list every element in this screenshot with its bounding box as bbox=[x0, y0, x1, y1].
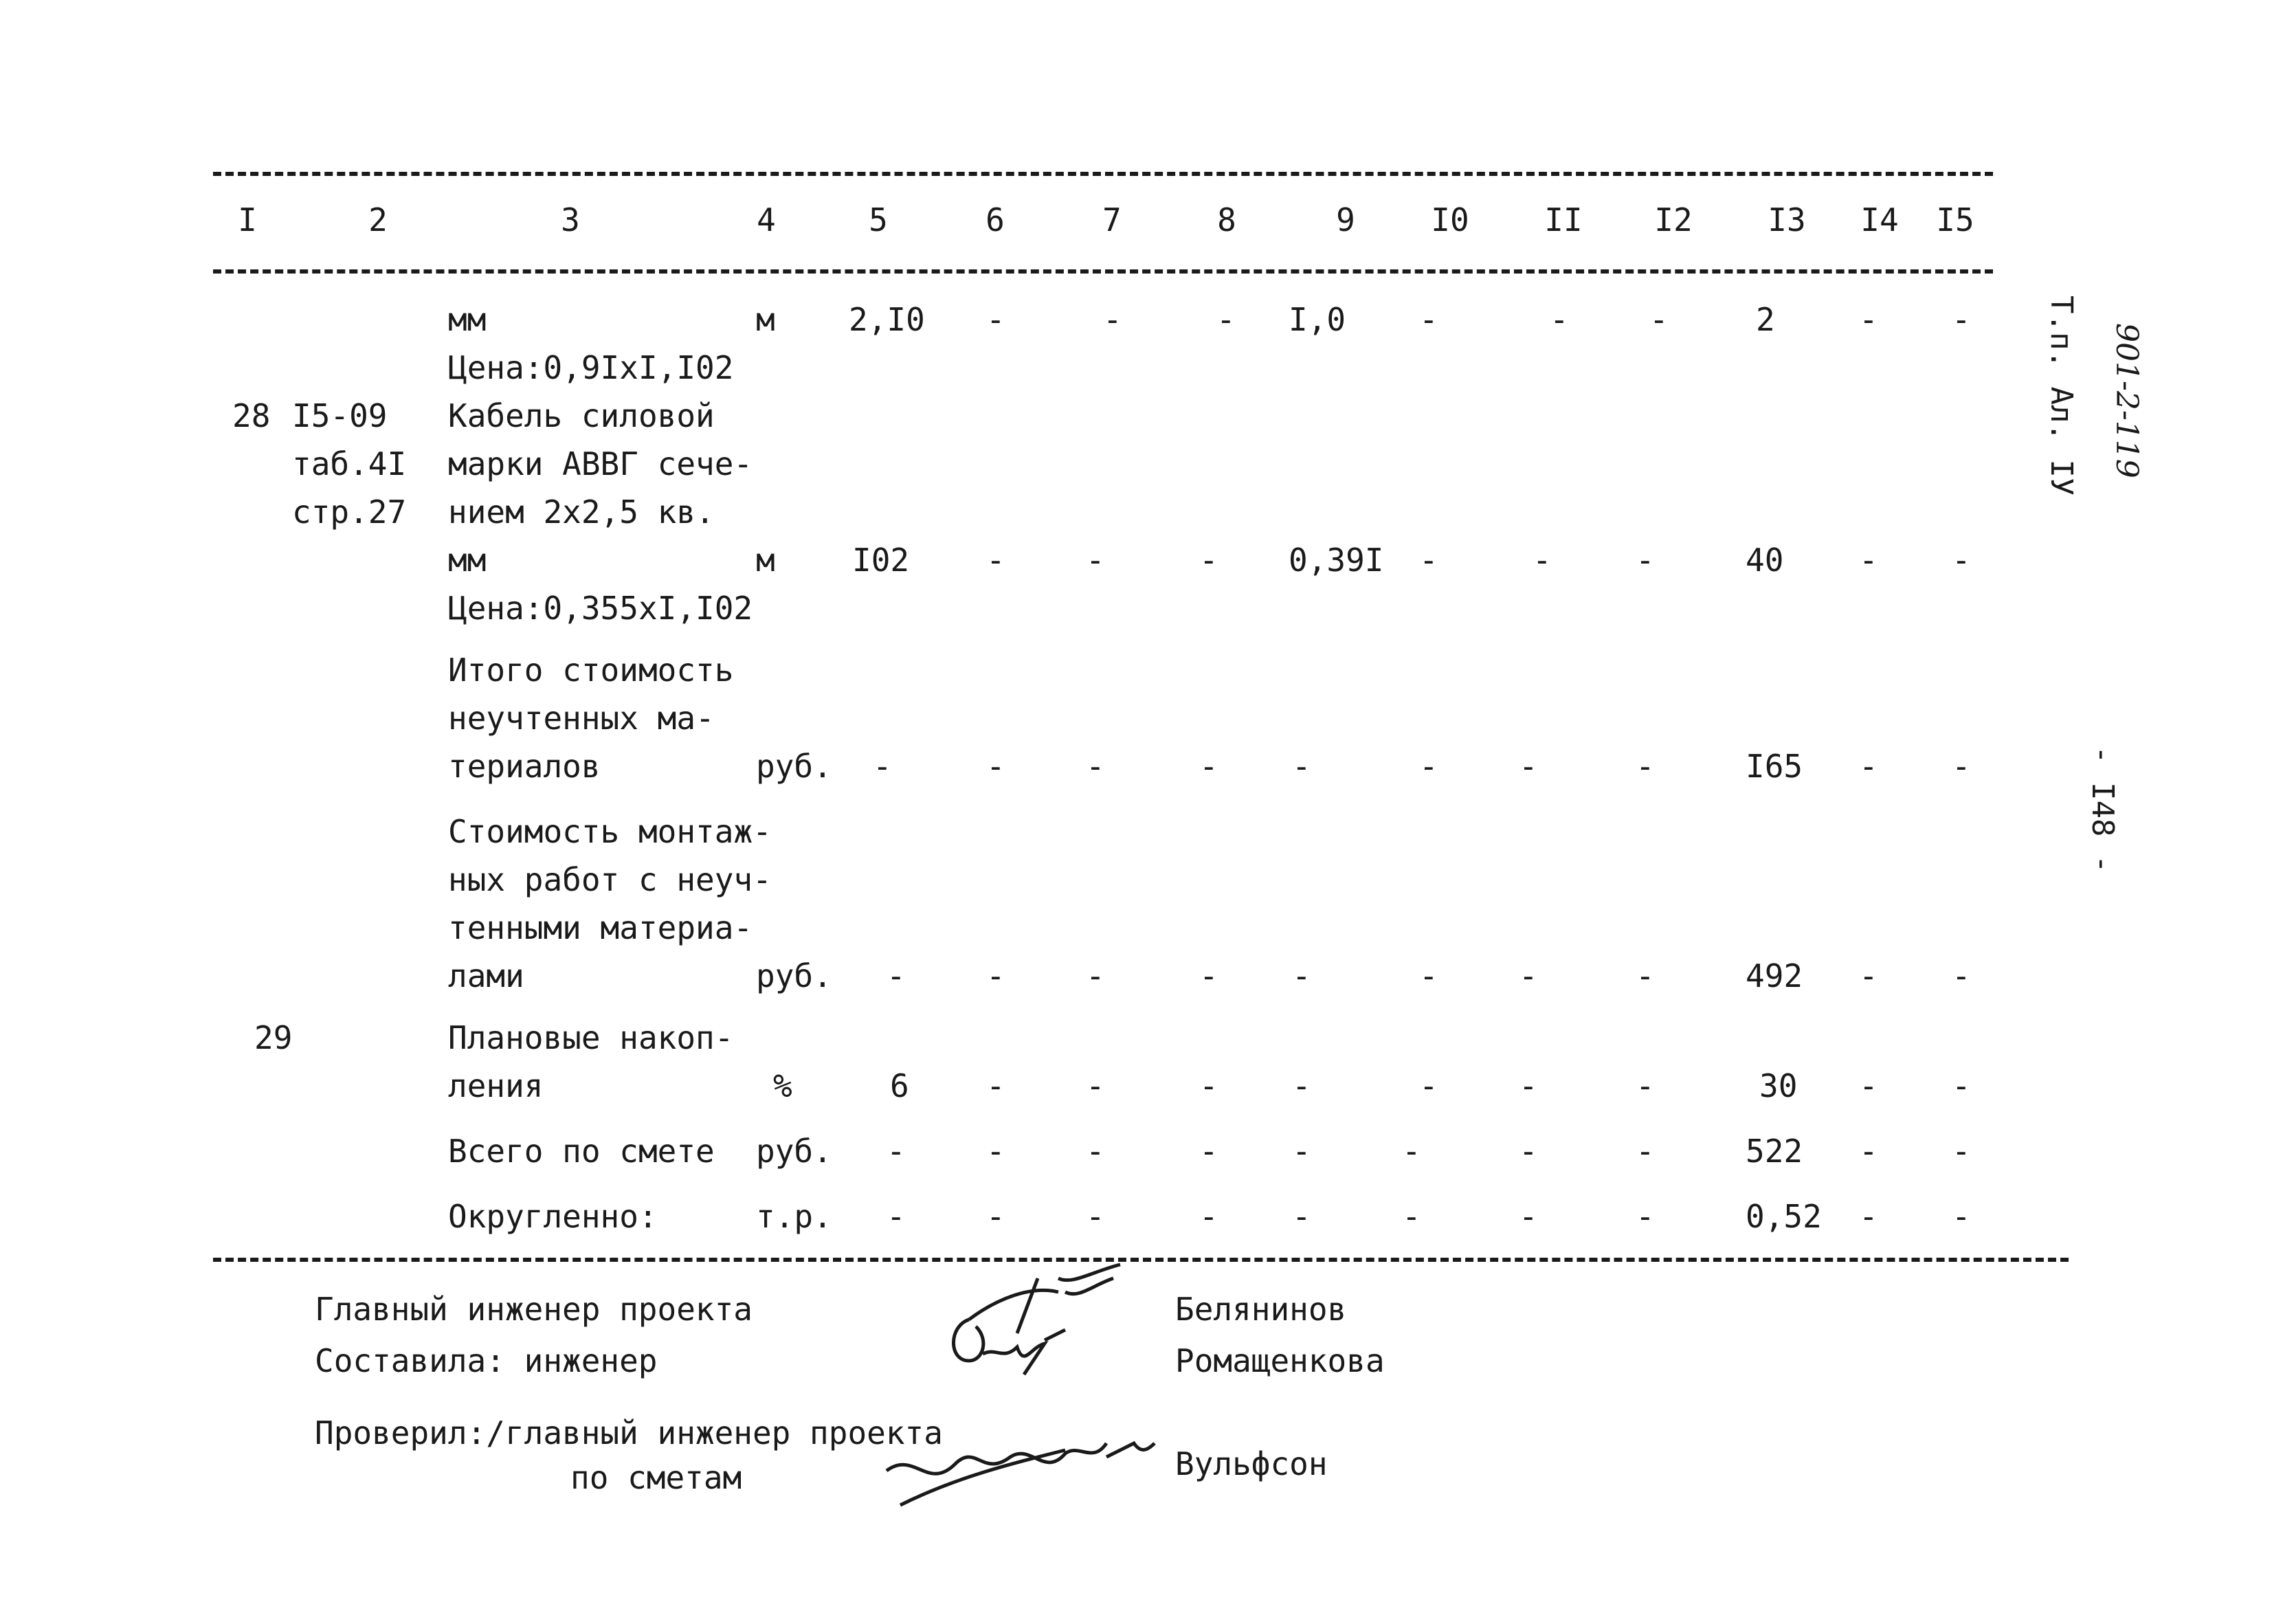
table-top-rule bbox=[213, 172, 1993, 176]
cell-col11: - bbox=[1550, 301, 1569, 338]
cell-col10: - bbox=[1419, 1067, 1438, 1104]
cell-item-number: 28 bbox=[232, 397, 271, 434]
cell-col11: - bbox=[1533, 542, 1552, 579]
cell-code: таб.4I bbox=[292, 445, 407, 482]
cell-col10: - bbox=[1419, 542, 1438, 579]
cell-col7: - bbox=[1086, 1067, 1105, 1104]
cell-col7: - bbox=[1086, 748, 1105, 785]
checked-label-2: по сметам bbox=[570, 1459, 742, 1496]
col-header-3: 3 bbox=[561, 201, 580, 238]
cell-col6: - bbox=[986, 1198, 1005, 1235]
cell-col12: - bbox=[1636, 1133, 1655, 1170]
cell-col12: - bbox=[1636, 542, 1655, 579]
table-header-rule bbox=[213, 269, 1993, 274]
cell-description: нием 2x2,5 кв. bbox=[448, 493, 715, 531]
cell-col13: 30 bbox=[1759, 1067, 1798, 1104]
cell-col12: - bbox=[1636, 957, 1655, 994]
cell-col10: - bbox=[1419, 957, 1438, 994]
col-header-7: 7 bbox=[1102, 201, 1122, 238]
col-header-2: 2 bbox=[368, 201, 388, 238]
cell-unit: м bbox=[756, 542, 775, 579]
col-header-11: II bbox=[1544, 201, 1583, 238]
cell-col8: - bbox=[1216, 301, 1236, 338]
cell-col11: - bbox=[1519, 957, 1538, 994]
cell-col11: - bbox=[1519, 1198, 1538, 1235]
cell-col9: - bbox=[1292, 748, 1311, 785]
signature-composed bbox=[942, 1306, 1079, 1381]
cell-description: Стоимость монтаж- bbox=[448, 813, 772, 850]
col-header-15: I5 bbox=[1936, 201, 1974, 238]
cell-description: мм bbox=[448, 542, 487, 579]
cell-col13: 2 bbox=[1756, 301, 1775, 338]
cell-col11: - bbox=[1519, 1067, 1538, 1104]
cell-col7: - bbox=[1086, 542, 1105, 579]
cell-unit: руб. bbox=[756, 1133, 832, 1170]
cell-col7: - bbox=[1103, 301, 1122, 338]
cell-col14: - bbox=[1859, 957, 1878, 994]
cell-col15: - bbox=[1952, 1067, 1971, 1104]
col-header-13: I3 bbox=[1768, 201, 1806, 238]
cell-col5: 6 bbox=[890, 1067, 909, 1104]
cell-description: териалов bbox=[448, 748, 601, 785]
cell-col7: - bbox=[1086, 1133, 1105, 1170]
cell-col13: 40 bbox=[1746, 542, 1784, 579]
signature-checked bbox=[873, 1416, 1161, 1512]
cell-col10: - bbox=[1402, 1133, 1421, 1170]
cell-description: тенными материа- bbox=[448, 909, 753, 946]
cell-col6: - bbox=[986, 301, 1005, 338]
cell-unit: т.р. bbox=[756, 1198, 832, 1235]
chief-engineer-label: Главный инженер проекта bbox=[315, 1291, 753, 1328]
cell-col14: - bbox=[1859, 1198, 1878, 1235]
cell-col12: - bbox=[1636, 748, 1655, 785]
cell-code: I5-09 bbox=[292, 397, 388, 434]
cell-col14: - bbox=[1859, 301, 1878, 338]
cell-col13: 522 bbox=[1746, 1133, 1803, 1170]
cell-col12: - bbox=[1636, 1067, 1655, 1104]
cell-description: Цена:0,355xI,I02 bbox=[448, 590, 753, 627]
cell-description: Кабель силовой bbox=[448, 397, 715, 434]
cell-col9: - bbox=[1292, 957, 1311, 994]
margin-album-ref: Т.п. Ал. IУ bbox=[2044, 296, 2079, 496]
col-header-6: 6 bbox=[985, 201, 1005, 238]
cell-col6: - bbox=[986, 748, 1005, 785]
cell-unit: руб. bbox=[756, 748, 832, 785]
cell-col14: - bbox=[1859, 1133, 1878, 1170]
cell-col15: - bbox=[1952, 748, 1971, 785]
cell-col15: - bbox=[1952, 1133, 1971, 1170]
cell-code: стр.27 bbox=[292, 493, 407, 531]
cell-description: лами bbox=[448, 957, 524, 994]
checked-label: Проверил:/главный инженер проекта bbox=[315, 1414, 943, 1451]
cell-col15: - bbox=[1952, 957, 1971, 994]
cell-col13: 0,52 bbox=[1746, 1198, 1822, 1235]
col-header-5: 5 bbox=[869, 201, 888, 238]
cell-col8: - bbox=[1199, 542, 1218, 579]
cell-col9: - bbox=[1292, 1198, 1311, 1235]
cell-unit: м bbox=[756, 301, 775, 338]
col-header-14: I4 bbox=[1860, 201, 1899, 238]
cell-col10: - bbox=[1419, 748, 1438, 785]
cell-col15: - bbox=[1952, 301, 1971, 338]
cell-col9: 0,39I bbox=[1289, 542, 1384, 579]
cell-description: ных работ с неуч- bbox=[448, 861, 772, 898]
col-header-12: I2 bbox=[1654, 201, 1693, 238]
cell-col11: - bbox=[1519, 1133, 1538, 1170]
cell-col8: - bbox=[1199, 1133, 1218, 1170]
cell-col5: 2,I0 bbox=[849, 301, 925, 338]
cell-description: мм bbox=[448, 301, 487, 338]
cell-col15: - bbox=[1952, 542, 1971, 579]
col-header-4: 4 bbox=[757, 201, 776, 238]
col-header-8: 8 bbox=[1217, 201, 1236, 238]
checked-name: Вульфсон bbox=[1175, 1445, 1328, 1482]
cell-col14: - bbox=[1859, 748, 1878, 785]
cell-col14: - bbox=[1859, 1067, 1878, 1104]
cell-col9: - bbox=[1292, 1067, 1311, 1104]
cell-col12: - bbox=[1636, 1198, 1655, 1235]
cell-col6: - bbox=[986, 1067, 1005, 1104]
cell-col14: - bbox=[1859, 542, 1878, 579]
cell-col8: - bbox=[1199, 957, 1218, 994]
cell-col5: - bbox=[873, 748, 892, 785]
table-bottom-rule bbox=[213, 1258, 2069, 1262]
cell-col8: - bbox=[1199, 1067, 1218, 1104]
cell-col12: - bbox=[1649, 301, 1669, 338]
cell-col13: 492 bbox=[1746, 957, 1803, 994]
cell-col15: - bbox=[1952, 1198, 1971, 1235]
cell-col5: - bbox=[887, 1133, 906, 1170]
cell-col5: - bbox=[887, 1198, 906, 1235]
composed-label: Составила: инженер bbox=[315, 1342, 658, 1379]
cell-col10: - bbox=[1402, 1198, 1421, 1235]
margin-page-number: - I48 - bbox=[2085, 746, 2120, 874]
cell-description: Цена:0,9IxI,I02 bbox=[448, 349, 734, 386]
cell-col11: - bbox=[1519, 748, 1538, 785]
cell-description: ления bbox=[448, 1067, 544, 1104]
chief-engineer-name: Белянинов bbox=[1175, 1291, 1347, 1328]
cell-col10: - bbox=[1419, 301, 1438, 338]
col-header-10: I0 bbox=[1431, 201, 1469, 238]
cell-description: Всего по смете bbox=[448, 1133, 715, 1170]
margin-project-code: 901-2-119 bbox=[2109, 323, 2144, 478]
cell-description: Округленно: bbox=[448, 1198, 658, 1235]
cell-col9: I,0 bbox=[1289, 301, 1346, 338]
cell-col7: - bbox=[1086, 1198, 1105, 1235]
cell-col8: - bbox=[1199, 1198, 1218, 1235]
cell-col6: - bbox=[986, 957, 1005, 994]
cell-col13: I65 bbox=[1746, 748, 1803, 785]
cell-unit: руб. bbox=[756, 957, 832, 994]
cell-col7: - bbox=[1086, 957, 1105, 994]
cell-col6: - bbox=[986, 542, 1005, 579]
cell-description: марки АВВГ сече- bbox=[448, 445, 753, 482]
cell-col5: I02 bbox=[852, 542, 910, 579]
col-header-1: I bbox=[238, 201, 257, 238]
cell-item-number: 29 bbox=[254, 1019, 293, 1056]
cell-col9: - bbox=[1292, 1133, 1311, 1170]
cell-description: неучтенных ма- bbox=[448, 700, 715, 737]
cell-col6: - bbox=[986, 1133, 1005, 1170]
cell-description: Итого стоимость bbox=[448, 652, 734, 689]
cell-col8: - bbox=[1199, 748, 1218, 785]
col-header-9: 9 bbox=[1336, 201, 1355, 238]
cell-unit: % bbox=[773, 1067, 792, 1104]
cell-description: Плановые накоп- bbox=[448, 1019, 734, 1056]
cell-col5: - bbox=[887, 957, 906, 994]
composed-name: Ромащенкова bbox=[1175, 1342, 1385, 1379]
